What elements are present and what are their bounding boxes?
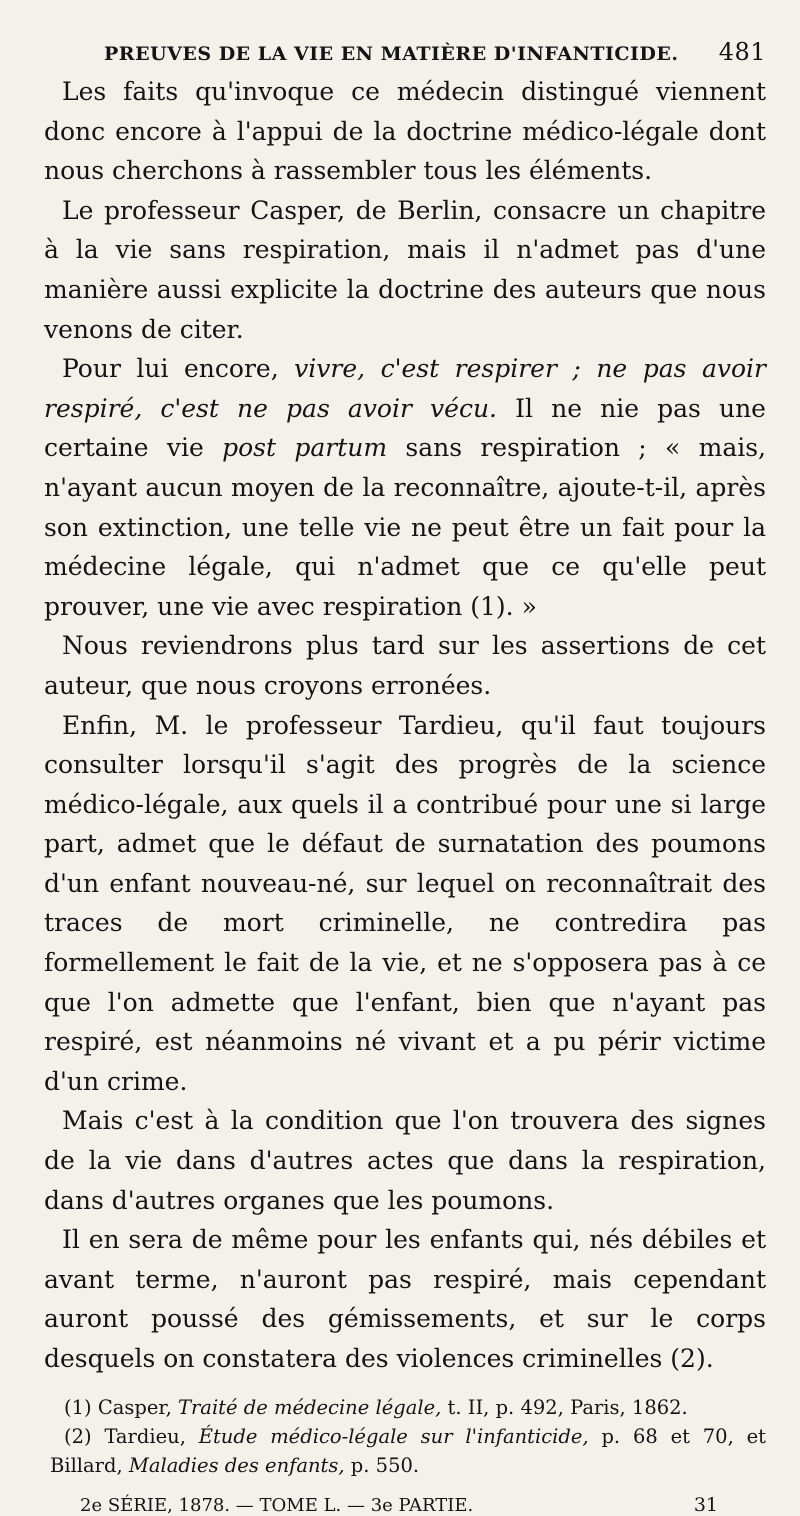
signature-mark: 31	[693, 1493, 718, 1516]
body-text	[44, 72, 766, 1379]
text-run: Il ne nie pas une certaine vie	[44, 393, 766, 463]
italic-text: Maladies des enfants,	[128, 1453, 345, 1477]
paragraph	[44, 72, 766, 191]
text-run: Le professeur Casper, de Berlin, consacre un chapitre à la vie sans respiration, mais il n'admet pas d'une manière aussi explicite la doctrine des auteurs que nous venons de citer.	[44, 195, 766, 344]
paragraph	[44, 349, 766, 626]
running-header	[44, 38, 766, 66]
text-run: Pour lui encore,	[62, 354, 295, 384]
text-run: t. II, p. 492, Paris, 1862.	[441, 1395, 688, 1419]
text-run: sans respiration ; « mais, n'ayant aucun moyen de la reconnaître, ajoute-t-il, après son extinction, une telle vie ne peut être un fait pour la médecine légale, qui n'admet que ce qu'elle peut prouver, une vie avec respiration (1). »	[44, 433, 766, 621]
text-run: Les faits qu'invoque ce médecin distingué viennent donc encore à l'appui de la doctrine médico-légale dont nous cherchons à rassembler tous les éléments.	[44, 77, 766, 186]
text-run: Nous reviendrons plus tard sur les assertions de cet auteur, que nous croyons erronées.	[44, 631, 766, 700]
text-run: (2) Tardieu,	[64, 1424, 199, 1448]
text-run: Enfin, M. le professeur Tardieu, qu'il faut toujours consulter lorsqu'il s'agit des progrès de la science médico-légale, aux quels il a contribué pour une si large part, admet que le défaut de surnatation des poumons d'un enfant nouveau-né, sur lequel on reconnaîtrait des traces de mort criminelle, ne contredira pas formellement le fait de la vie, et ne s'opposera pas à ce que l'on admette que l'enfant, bien que n'ayant pas respiré, est néanmoins né vivant et a pu périr victime d'un crime.	[44, 710, 766, 1096]
italic-text: post partum	[222, 433, 388, 463]
running-title: PREUVES DE LA VIE EN MATIÈRE D'INFANTICIDE.	[104, 43, 679, 65]
paragraph	[44, 191, 766, 349]
text-run: (1) Casper,	[64, 1395, 178, 1419]
italic-text: Traité de médecine légale,	[177, 1395, 442, 1419]
text-run: Il en sera de même pour les enfants qui, nés débiles et avant terme, n'auront pas respiré, mais cependant auront poussé des gémissements, et sur le corps desquels on constatera des violences criminelles (2).	[44, 1225, 766, 1373]
text-run: p. 68 et 70, et Billard,	[50, 1424, 766, 1477]
paragraph	[44, 626, 766, 705]
italic-text: Étude médico-légale sur l'infanticide,	[198, 1424, 589, 1448]
footnote	[50, 1393, 766, 1422]
paragraph	[44, 706, 766, 1102]
footnote	[50, 1422, 766, 1480]
page-footer	[44, 1494, 766, 1516]
footnotes	[44, 1393, 766, 1480]
document-page	[44, 38, 766, 1516]
page-number: 481	[718, 38, 766, 66]
italic-text: vivre, c'est respirer ; ne pas avoir respiré, c'est ne pas avoir vécu.	[44, 354, 766, 423]
series-line: 2e SÉRIE, 1878. — TOME L. — 3e PARTIE.	[80, 1494, 474, 1516]
paragraph	[44, 1101, 766, 1220]
text-run: p. 550.	[344, 1453, 420, 1477]
paragraph	[44, 1220, 766, 1378]
text-run: Mais c'est à la condition que l'on trouvera des signes de la vie dans d'autres actes que dans la respiration, dans d'autres organes que les poumons.	[44, 1106, 766, 1215]
